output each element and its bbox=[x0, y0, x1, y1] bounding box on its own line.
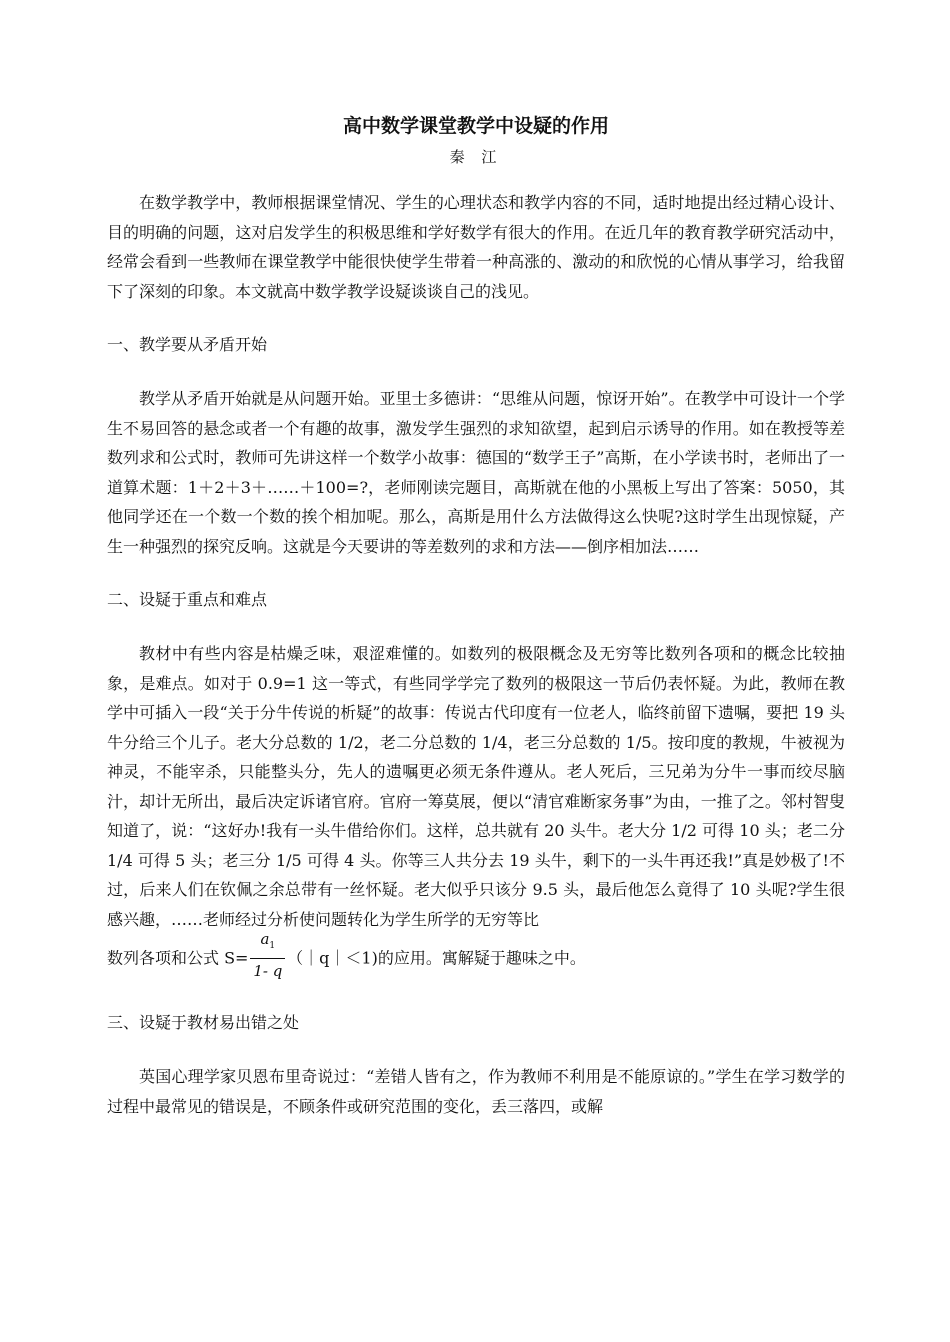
section-heading-3: 三、设疑于教材易出错之处 bbox=[107, 1013, 300, 1032]
document-author: 秦 江 bbox=[449, 148, 503, 166]
section-body-3: 英国心理学家贝恩布里奇说过：“差错人皆有之，作为教师不利用是不能原谅的。”学生在学习数学的过程中最常见的错误是，不顾条件或研究范围的变化，丢三落四，或解 bbox=[107, 1067, 845, 1116]
document-page bbox=[107, 112, 845, 1121]
section-heading-2: 二、设疑于重点和难点 bbox=[107, 590, 268, 609]
formula-numerator-var: a bbox=[260, 930, 270, 948]
intro-paragraph: 在数学教学中，教师根据课堂情况、学生的心理状态和教学内容的不同，适时地提出经过精心设计、目的明确的问题，这对启发学生的积极思维和学好数学有很大的作用。在近几年的教育教学研究活动中，经常会看到一些教师在课堂教学中能很快使学生带着一种高涨的、激动的和欣悦的心情从事学习，给我留下了深刻的印象。本文就高中数学教学设疑谈谈自己的浅见。 bbox=[107, 193, 845, 301]
section-body-2: 教材中有些内容是枯燥乏味，艰涩难懂的。如数列的极限概念及无穷等比数列各项和的概念比较抽象，是难点。如对于 0.9=1 这一等式，有些同学学完了数列的极限这一节后仍表怀疑。为此，教师在教学中可插入一段“关于分牛传说的析疑”的故事：传说古代印度有一位老人，临终前留下遗嘱，要把 19 头牛分给三个儿子。老大分总数的 1/2，老二分总数的 1/4，老三分总数的 1/5。按印度的教规，牛被视为神灵，不能宰杀，只能整头分，先人的遗嘱更必须无条件遵从。老人死后，三兄弟为分牛一事而绞尽脑汁，却计无所出，最后决定诉诸官府。官府一筹莫展，便以“清官难断家务事”为由，一推了之。邻村智叟知道了，说：“这好办!我有一头牛借给你们。这样，总共就有 20 头牛。老大分 1/2 可得 10 头；老二分 1/4 可得 5 头；老三分 1/5 可得 4 头。你等三人共分去 19 头牛，剩下的一头牛再还我!”真是妙极了!不过，后来人们在钦佩之余总带有一丝怀疑。老大似乎只该分 9.5 头，最后他怎么竟得了 10 头呢?学生很感兴趣，……老师经过分析使问题转化为学生所学的无穷等比 bbox=[107, 644, 845, 929]
sum-formula bbox=[250, 930, 285, 980]
formula-line bbox=[107, 930, 845, 984]
section-body-1: 教学从矛盾开始就是从问题开始。亚里士多德讲：“思维从问题，惊讶开始”。在教学中可设计一个学生不易回答的悬念或者一个有趣的故事，激发学生强烈的求知欲望，起到启示诱导的作用。如在教授等差数列求和公式时，教师可先讲这样一个数学小故事：德国的“数学王子”高斯，在小学读书时，老师出了一道算术题：1＋2＋3＋……＋100=?，老师刚读完题目，高斯就在他的小黑板上写出了答案：5050，其他同学还在一个数一个数的挨个相加呢。那么，高斯是用什么方法做得这么快呢?这时学生出现惊疑，产生一种强烈的探究反响。这就是今天要讲的等差数列的求和方法——倒序相加法…… bbox=[107, 389, 845, 556]
formula-suffix: （｜q｜＜1)的应用。寓解疑于趣味之中。 bbox=[287, 948, 586, 968]
section-heading-1: 一、教学要从矛盾开始 bbox=[107, 335, 268, 354]
formula-numerator-sub: 1 bbox=[269, 941, 276, 951]
formula-denominator: 1- q bbox=[253, 962, 283, 980]
document-title: 高中数学课堂教学中设疑的作用 bbox=[342, 115, 609, 137]
formula-prefix: 数列各项和公式 S= bbox=[107, 948, 249, 968]
formula-numerator bbox=[250, 930, 285, 959]
